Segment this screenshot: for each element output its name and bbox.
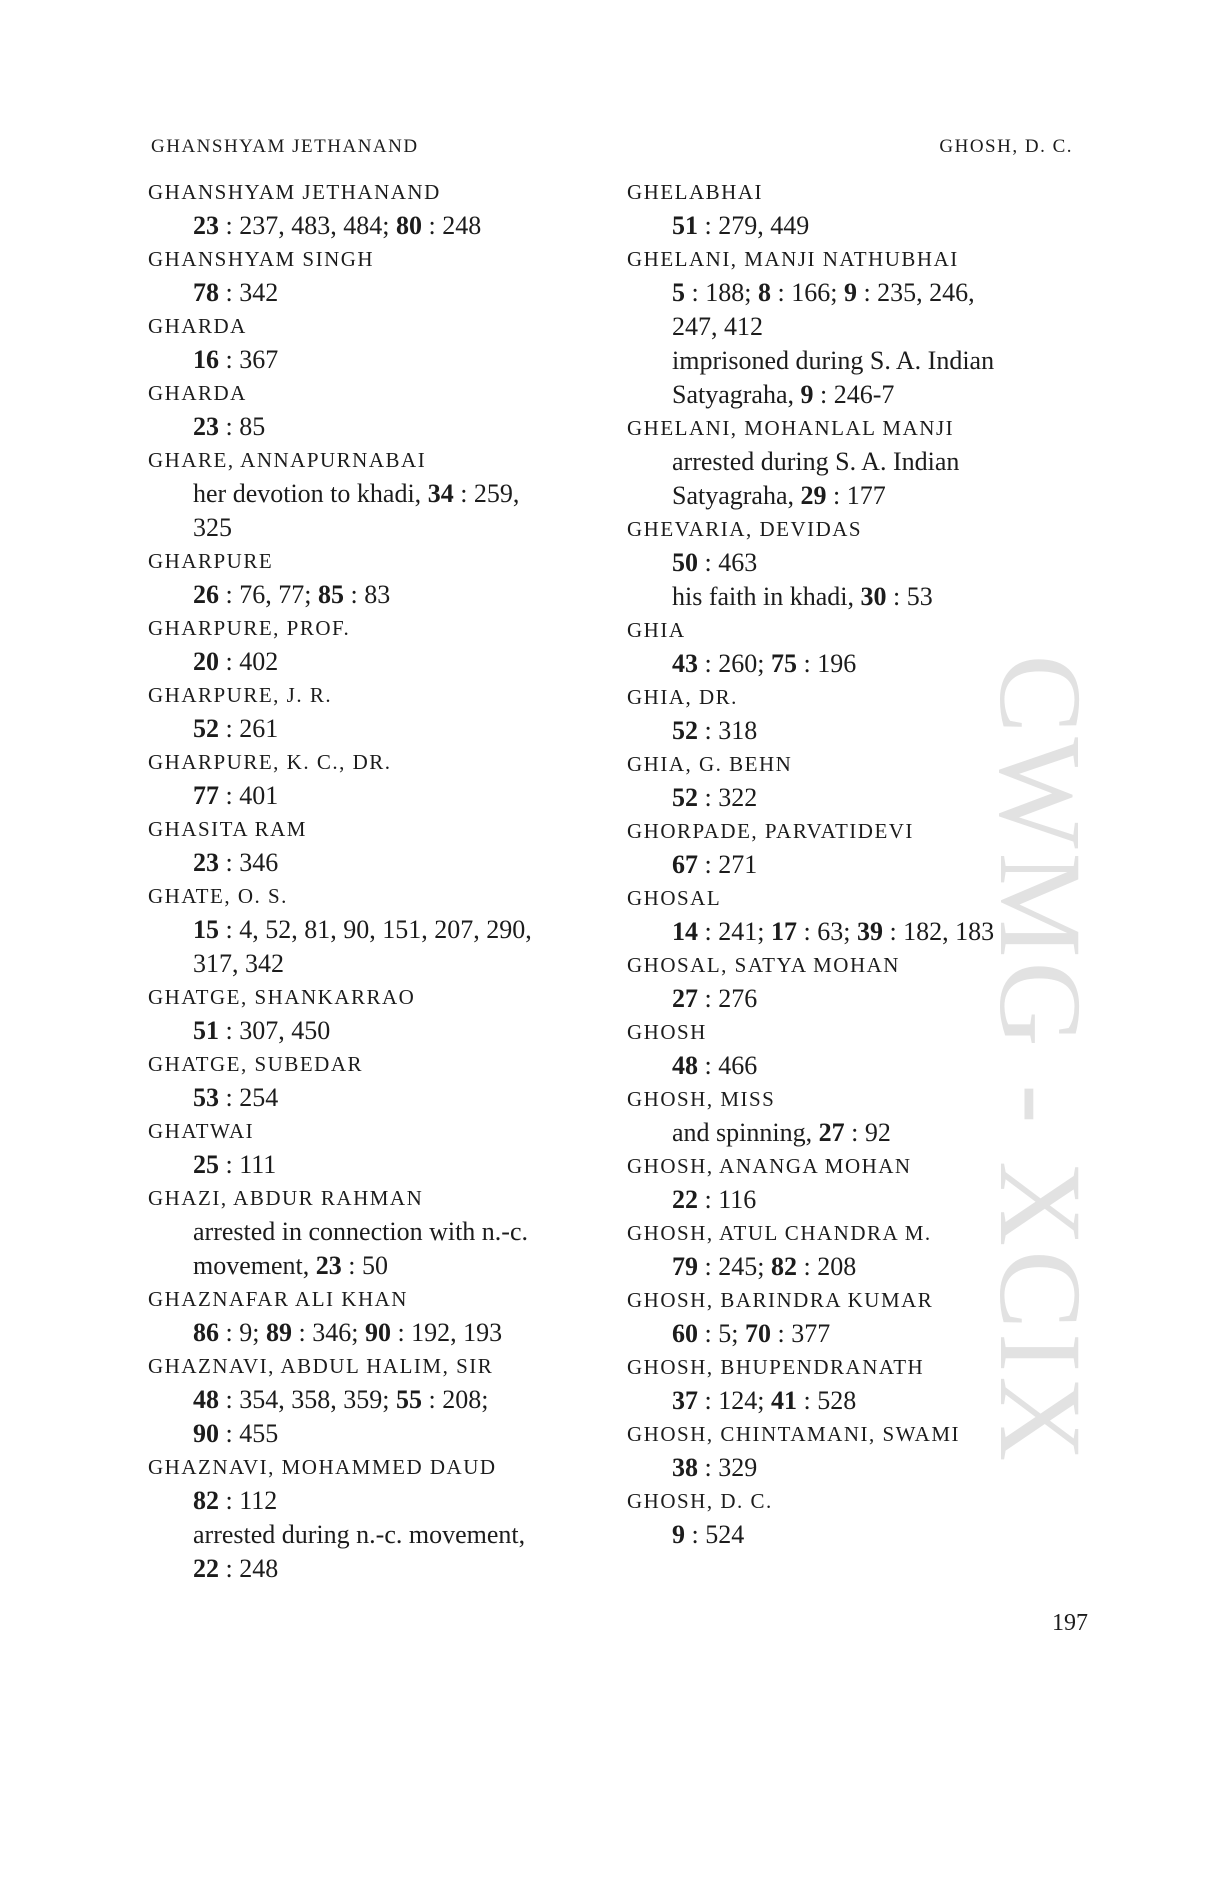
entry-reference: 37 : 124; 41 : 528 — [672, 1386, 857, 1415]
index-entry — [148, 444, 618, 545]
entry-heading: GHEVARIA, DEVIDAS — [627, 517, 863, 541]
entry-heading: GHELANI, MOHANLAL MANJI — [627, 416, 955, 440]
entry-reference: 52 : 322 — [672, 783, 758, 812]
entry-reference: 51 : 307, 450 — [193, 1016, 331, 1045]
entry-heading: GHAZNAFAR ALI KHAN — [148, 1287, 408, 1311]
entry-heading: GHOSH, ANANGA MOHAN — [627, 1154, 912, 1178]
entry-reference: 38 : 329 — [672, 1453, 758, 1482]
entry-heading: GHATWAI — [148, 1119, 255, 1143]
entry-heading: GHARPURE, K. C., DR. — [148, 750, 392, 774]
entry-heading: GHORPADE, PARVATIDEVI — [627, 819, 914, 843]
entry-reference: 48 : 466 — [672, 1051, 758, 1080]
entry-reference: 16 : 367 — [193, 345, 279, 374]
index-entry — [627, 1284, 1097, 1351]
entry-reference: 317, 342 — [193, 949, 284, 978]
entry-heading: GHASITA RAM — [148, 817, 307, 841]
entry-reference: 86 : 9; 89 : 346; 90 : 192, 193 — [193, 1318, 503, 1347]
entry-reference: 25 : 111 — [193, 1150, 277, 1179]
index-entry — [627, 815, 1097, 882]
entry-heading: GHIA, DR. — [627, 685, 738, 709]
entry-reference: arrested in connection with n.-c. — [193, 1217, 528, 1246]
entry-reference: imprisoned during S. A. Indian — [672, 346, 995, 375]
index-column-left — [148, 176, 618, 1586]
watermark: CWMG - XCIX — [975, 654, 1106, 1466]
entry-reference: 50 : 463 — [672, 548, 758, 577]
index-entry — [148, 1182, 618, 1283]
entry-reference: 82 : 112 — [193, 1486, 278, 1515]
entry-heading: GHARPURE — [148, 549, 274, 573]
entry-heading: GHANSHYAM SINGH — [148, 247, 375, 271]
entry-reference: 90 : 455 — [193, 1419, 279, 1448]
entry-heading: GHOSH, BHUPENDRANATH — [627, 1355, 925, 1379]
entry-reference: 52 : 261 — [193, 714, 279, 743]
page-number: 197 — [1052, 1610, 1088, 1636]
index-entry — [148, 243, 618, 310]
entry-reference: 67 : 271 — [672, 850, 758, 879]
index-entry — [627, 1418, 1097, 1485]
entry-reference: her devotion to khadi, 34 : 259, — [193, 479, 520, 508]
entry-reference: 53 : 254 — [193, 1083, 279, 1112]
entry-reference: 325 — [193, 513, 232, 542]
entry-reference: 48 : 354, 358, 359; 55 : 208; — [193, 1385, 489, 1414]
running-head-right: GHOSH, D. C. — [939, 136, 1073, 157]
entry-heading: GHATE, O. S. — [148, 884, 288, 908]
index-entry — [627, 176, 1097, 243]
entry-reference: 20 : 402 — [193, 647, 279, 676]
entry-heading: GHARPURE, J. R. — [148, 683, 333, 707]
index-entry — [148, 679, 618, 746]
entry-reference: Satyagraha, 9 : 246-7 — [672, 380, 895, 409]
entry-reference: 23 : 346 — [193, 848, 279, 877]
entry-heading: GHELANI, MANJI NATHUBHAI — [627, 247, 959, 271]
entry-reference: 247, 412 — [672, 312, 763, 341]
entry-heading: GHIA, G. BEHN — [627, 752, 793, 776]
index-entry — [627, 681, 1097, 748]
entry-reference: 43 : 260; 75 : 196 — [672, 649, 857, 678]
entry-heading: GHAZI, ABDUR RAHMAN — [148, 1186, 424, 1210]
entry-heading: GHARE, ANNAPURNABAI — [148, 448, 427, 472]
entry-heading: GHARDA — [148, 314, 247, 338]
index-entry — [627, 412, 1097, 513]
index-entry — [627, 748, 1097, 815]
entry-reference: 22 : 248 — [193, 1554, 279, 1583]
index-entry — [148, 813, 618, 880]
index-entry — [627, 1083, 1097, 1150]
index-entry — [627, 513, 1097, 614]
entry-reference: 23 : 237, 483, 484; 80 : 248 — [193, 211, 482, 240]
entry-reference: movement, 23 : 50 — [193, 1251, 388, 1280]
entry-heading: GHOSH, CHINTAMANI, SWAMI — [627, 1422, 960, 1446]
entry-reference: Satyagraha, 29 : 177 — [672, 481, 886, 510]
index-entry — [148, 1048, 618, 1115]
entry-heading: GHOSH, ATUL CHANDRA M. — [627, 1221, 932, 1245]
entry-reference: 15 : 4, 52, 81, 90, 151, 207, 290, — [193, 915, 532, 944]
entry-heading: GHAZNAVI, ABDUL HALIM, SIR — [148, 1354, 494, 1378]
entry-reference: 52 : 318 — [672, 716, 758, 745]
entry-heading: GHOSH, MISS — [627, 1087, 776, 1111]
index-entry — [148, 746, 618, 813]
index-entry — [148, 310, 618, 377]
index-entry — [148, 612, 618, 679]
entry-reference: 51 : 279, 449 — [672, 211, 810, 240]
entry-heading: GHOSH, BARINDRA KUMAR — [627, 1288, 934, 1312]
entry-reference: 60 : 5; 70 : 377 — [672, 1319, 831, 1348]
entry-reference: 5 : 188; 8 : 166; 9 : 235, 246, — [672, 278, 975, 307]
index-entry — [148, 981, 618, 1048]
index-entry — [627, 614, 1097, 681]
entry-reference: arrested during n.-c. movement, — [193, 1520, 526, 1549]
index-entry — [148, 880, 618, 981]
index-entry — [627, 1150, 1097, 1217]
entry-heading: GHOSH — [627, 1020, 707, 1044]
index-column-right — [627, 176, 1097, 1552]
entry-heading: GHATGE, SUBEDAR — [148, 1052, 364, 1076]
entry-reference: 27 : 276 — [672, 984, 758, 1013]
index-entry — [627, 1351, 1097, 1418]
index-entry — [148, 1115, 618, 1182]
entry-reference: arrested during S. A. Indian — [672, 447, 960, 476]
entry-heading: GHOSAL — [627, 886, 722, 910]
entry-heading: GHELABHAI — [627, 180, 763, 204]
entry-reference: his faith in khadi, 30 : 53 — [672, 582, 933, 611]
entry-heading: GHOSAL, SATYA MOHAN — [627, 953, 900, 977]
entry-reference: 26 : 76, 77; 85 : 83 — [193, 580, 391, 609]
entry-reference: 9 : 524 — [672, 1520, 745, 1549]
index-entry — [148, 1451, 618, 1586]
entry-reference: 23 : 85 — [193, 412, 266, 441]
entry-reference: 14 : 241; 17 : 63; 39 : 182, 183 — [672, 917, 995, 946]
entry-heading: GHARPURE, PROF. — [148, 616, 351, 640]
index-entry — [627, 949, 1097, 1016]
entry-reference: 77 : 401 — [193, 781, 279, 810]
entry-reference: 78 : 342 — [193, 278, 279, 307]
index-entry — [627, 1217, 1097, 1284]
index-entry — [627, 1016, 1097, 1083]
index-entry — [627, 1485, 1097, 1552]
entry-reference: and spinning, 27 : 92 — [672, 1118, 891, 1147]
index-entry — [148, 1283, 618, 1350]
running-head-left: GHANSHYAM JETHANAND — [151, 136, 419, 157]
entry-reference: 22 : 116 — [672, 1185, 757, 1214]
entry-heading: GHOSH, D. C. — [627, 1489, 773, 1513]
entry-reference: 79 : 245; 82 : 208 — [672, 1252, 857, 1281]
entry-heading: GHARDA — [148, 381, 247, 405]
index-entry — [148, 545, 618, 612]
index-entry — [627, 243, 1097, 412]
entry-heading: GHATGE, SHANKARRAO — [148, 985, 416, 1009]
entry-heading: GHAZNAVI, MOHAMMED DAUD — [148, 1455, 497, 1479]
entry-heading: GHIA — [627, 618, 686, 642]
index-entry — [148, 377, 618, 444]
index-entry — [148, 176, 618, 243]
index-entry — [148, 1350, 618, 1451]
entry-heading: GHANSHYAM JETHANAND — [148, 180, 441, 204]
index-entry — [627, 882, 1097, 949]
